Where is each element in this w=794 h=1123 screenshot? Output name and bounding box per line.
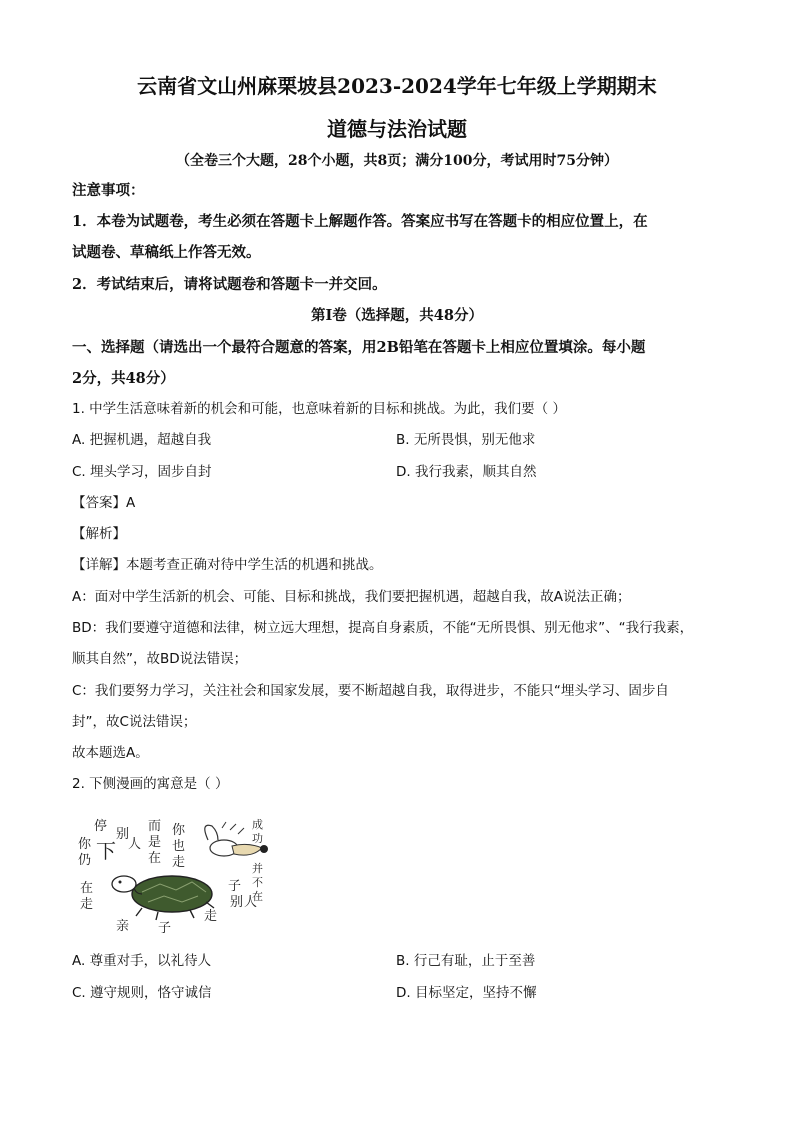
q1-answer: 【答案】A	[72, 495, 136, 511]
notice-item-2: 2．考试结束后，请将试题卷和答题卡一并交回。	[72, 276, 387, 293]
cartoon-text: 人	[244, 895, 258, 910]
section-heading-b: 2分，共48分）	[72, 370, 175, 387]
cartoon-text: 并	[252, 862, 263, 875]
cartoon-text: 不	[252, 876, 263, 889]
q1-explain-a: A：面对中学生活新的机会、可能、目标和挑战，我们要把握机遇，超越自我，故A说法正确；	[72, 589, 631, 605]
exam-subtitle: （全卷三个大题，28个小题，共8页；满分100分，考试用时75分钟）	[176, 153, 618, 169]
cartoon-text: 是	[148, 835, 162, 850]
cartoon-text: 你	[172, 823, 186, 838]
cartoon-text: 而	[148, 819, 162, 834]
notice-item-1b: 试题卷、草稿纸上作答无效。	[72, 244, 261, 261]
part-title: 第Ⅰ卷（选择题，共48分）	[311, 307, 483, 324]
tortoise-illustration	[112, 876, 214, 920]
cartoon-text: 也	[172, 839, 186, 854]
q1-option-a: A. 把握机遇，超越自我	[72, 432, 212, 448]
cartoon-text: 在	[252, 890, 263, 903]
cartoon-text: 仍	[78, 853, 92, 868]
section-heading-a: 一、选择题（请选出一个最符合题意的答案，用2B铅笔在答题卡上相应位置填涂。每小题	[72, 339, 646, 356]
cartoon-text: 走	[80, 897, 94, 912]
cartoon-text: 你	[78, 837, 92, 852]
notice-heading: 注意事项：	[72, 182, 145, 199]
cartoon-text: 功	[252, 832, 263, 845]
q1-explain-c-b: 封”，故C说法错误；	[72, 714, 197, 730]
q2-option-a: A. 尊重对手，以礼待人	[72, 953, 212, 969]
q2-stem: 2. 下侧漫画的寓意是（ ）	[72, 776, 229, 792]
cartoon-text: 子	[228, 879, 242, 894]
cartoon-text: 走	[172, 855, 186, 870]
tortoise-hare-cartoon	[72, 814, 277, 934]
cartoon-text: 走	[204, 909, 218, 924]
q1-conclusion: 故本题选A。	[72, 745, 149, 761]
q1-option-c: C. 埋头学习，固步自封	[72, 464, 212, 480]
cartoon-text: 亲	[116, 919, 130, 934]
exam-title: 云南省文山州麻栗坡县2023-2024学年七年级上学期期末	[137, 74, 657, 98]
q2-option-d: D. 目标坚定，坚持不懈	[396, 985, 537, 1001]
cartoon-text: 别	[116, 827, 130, 842]
notice-item-1a: 1．本卷为试题卷，考生必须在答题卡上解题作答。答案应书写在答题卡的相应位置上，在	[72, 213, 648, 230]
q1-explain-c-a: C：我们要努力学习，关注社会和国家发展，要不断超越自我，取得进步，不能只“埋头学习、固步自	[72, 683, 669, 699]
q1-analysis-label: 【解析】	[72, 526, 126, 542]
q1-option-b: B. 无所畏惧，别无他求	[396, 432, 536, 448]
cartoon-text: 别	[230, 895, 244, 910]
q2-option-b: B. 行己有耻，止于至善	[396, 953, 536, 969]
cartoon-text: 成	[252, 818, 263, 831]
q1-stem: 1. 中学生活意味着新的机会和可能，也意味着新的目标和挑战。为此，我们要（ ）	[72, 401, 566, 417]
q1-detail: 【详解】本题考查正确对待中学生活的机遇和挑战。	[72, 557, 383, 573]
q1-explain-bd-b: 顺其自然”，故BD说法错误；	[72, 651, 248, 667]
q1-explain-bd-a: BD：我们要遵守道德和法律，树立远大理想，提高自身素质，不能“无所畏惧、别无他求”、“我行我素，	[72, 620, 694, 636]
cartoon-text: 停	[94, 819, 108, 834]
exam-subject-title: 道德与法治试题	[327, 117, 467, 141]
cartoon-text: 人	[128, 837, 142, 852]
cartoon-text: 下	[96, 839, 116, 863]
cartoon-text: 在	[148, 851, 162, 866]
q2-option-c: C. 遵守规则，恪守诚信	[72, 985, 212, 1001]
cartoon-text: 子	[158, 921, 172, 934]
cartoon-text: 在	[80, 881, 94, 896]
q1-option-d: D. 我行我素，顺其自然	[396, 464, 537, 480]
